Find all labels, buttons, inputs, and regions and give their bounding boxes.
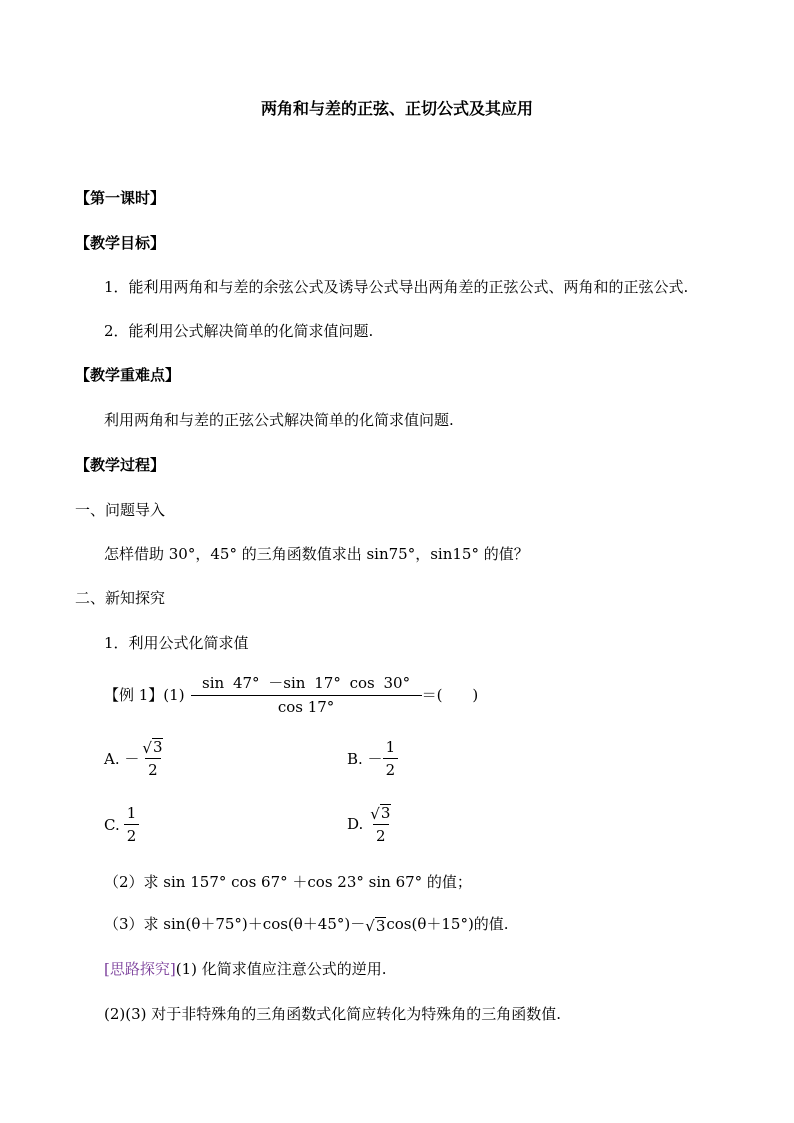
section-1-text: 怎样借助 30°，45° 的三角函数值求出 sin75°，sin15° 的值？ <box>104 545 529 563</box>
example-answer-blank: ＝( ) <box>421 685 479 704</box>
example-fraction <box>191 672 422 716</box>
example-part-2: （2）求 sin 157° cos 67° ＋cos 23° sin 67° 的值； <box>104 873 472 891</box>
option-c-denominator: 2 <box>124 824 140 845</box>
option-b-numerator: 1 <box>385 738 396 756</box>
heading-goal: 【教学目标】 <box>75 234 166 252</box>
heading-key-points: 【教学重难点】 <box>75 366 181 384</box>
option-c-fraction <box>124 804 140 845</box>
option-a-label: A. － <box>104 749 140 768</box>
hint-line-1 <box>104 958 387 979</box>
option-b-label: B. － <box>347 750 383 768</box>
page-title: 两角和与差的正弦、正切公式及其应用 <box>260 99 533 118</box>
hint-label: [思路探究] <box>104 960 176 978</box>
option-d-numerator: √ 3 <box>370 804 391 823</box>
option-a-denominator: 2 <box>145 758 161 779</box>
option-b-fraction <box>383 738 399 779</box>
part-3-sqrt: √ 3 <box>365 916 386 935</box>
section-2-title: 二、新知探究 <box>75 589 166 607</box>
option-d-fraction <box>367 804 394 845</box>
option-c <box>104 804 139 845</box>
part-3-text-a: （3）求 sin(θ＋75°)＋cos(θ＋45°)－ <box>104 915 366 933</box>
option-d-label: D. <box>347 815 364 834</box>
option-a <box>104 738 166 779</box>
example-numerator: sin 47° －sin 17° cos 30° <box>202 674 411 692</box>
option-c-numerator: 1 <box>126 804 137 822</box>
option-d-denominator: 2 <box>373 824 389 845</box>
section-1-title: 一、问题导入 <box>75 501 166 519</box>
key-points-text: 利用两角和与差的正弦公式解决简单的化简求值问题. <box>104 411 454 429</box>
example-label: 【例 1】(1) <box>104 685 185 704</box>
hint-line-2: (2)(3) 对于非特殊角的三角函数式化简应转化为特殊角的三角函数值. <box>104 1005 562 1023</box>
option-d <box>347 804 394 845</box>
hint-text-1: (1) 化简求值应注意公式的逆用. <box>175 960 387 978</box>
subsection-1-title: 1．利用公式化简求值 <box>104 634 249 652</box>
option-a-numerator: √ 3 <box>142 738 163 757</box>
option-b-denominator: 2 <box>383 758 399 779</box>
heading-lesson: 【第一课时】 <box>75 189 166 207</box>
goal-item-2: 2．能利用公式解决简单的化简求值问题. <box>104 322 374 340</box>
option-a-fraction <box>139 738 166 779</box>
heading-process: 【教学过程】 <box>75 456 166 474</box>
example-denominator: cos 17° <box>191 695 422 716</box>
example-1-line <box>104 672 478 716</box>
example-part-3 <box>104 913 509 934</box>
option-b <box>347 738 398 779</box>
goal-item-1: 1．能利用两角和与差的余弦公式及诱导公式导出两角差的正弦公式、两角和的正弦公式. <box>104 278 689 296</box>
option-c-label: C. <box>104 815 120 834</box>
part-3-text-b: cos(θ＋15°)的值. <box>386 915 509 933</box>
